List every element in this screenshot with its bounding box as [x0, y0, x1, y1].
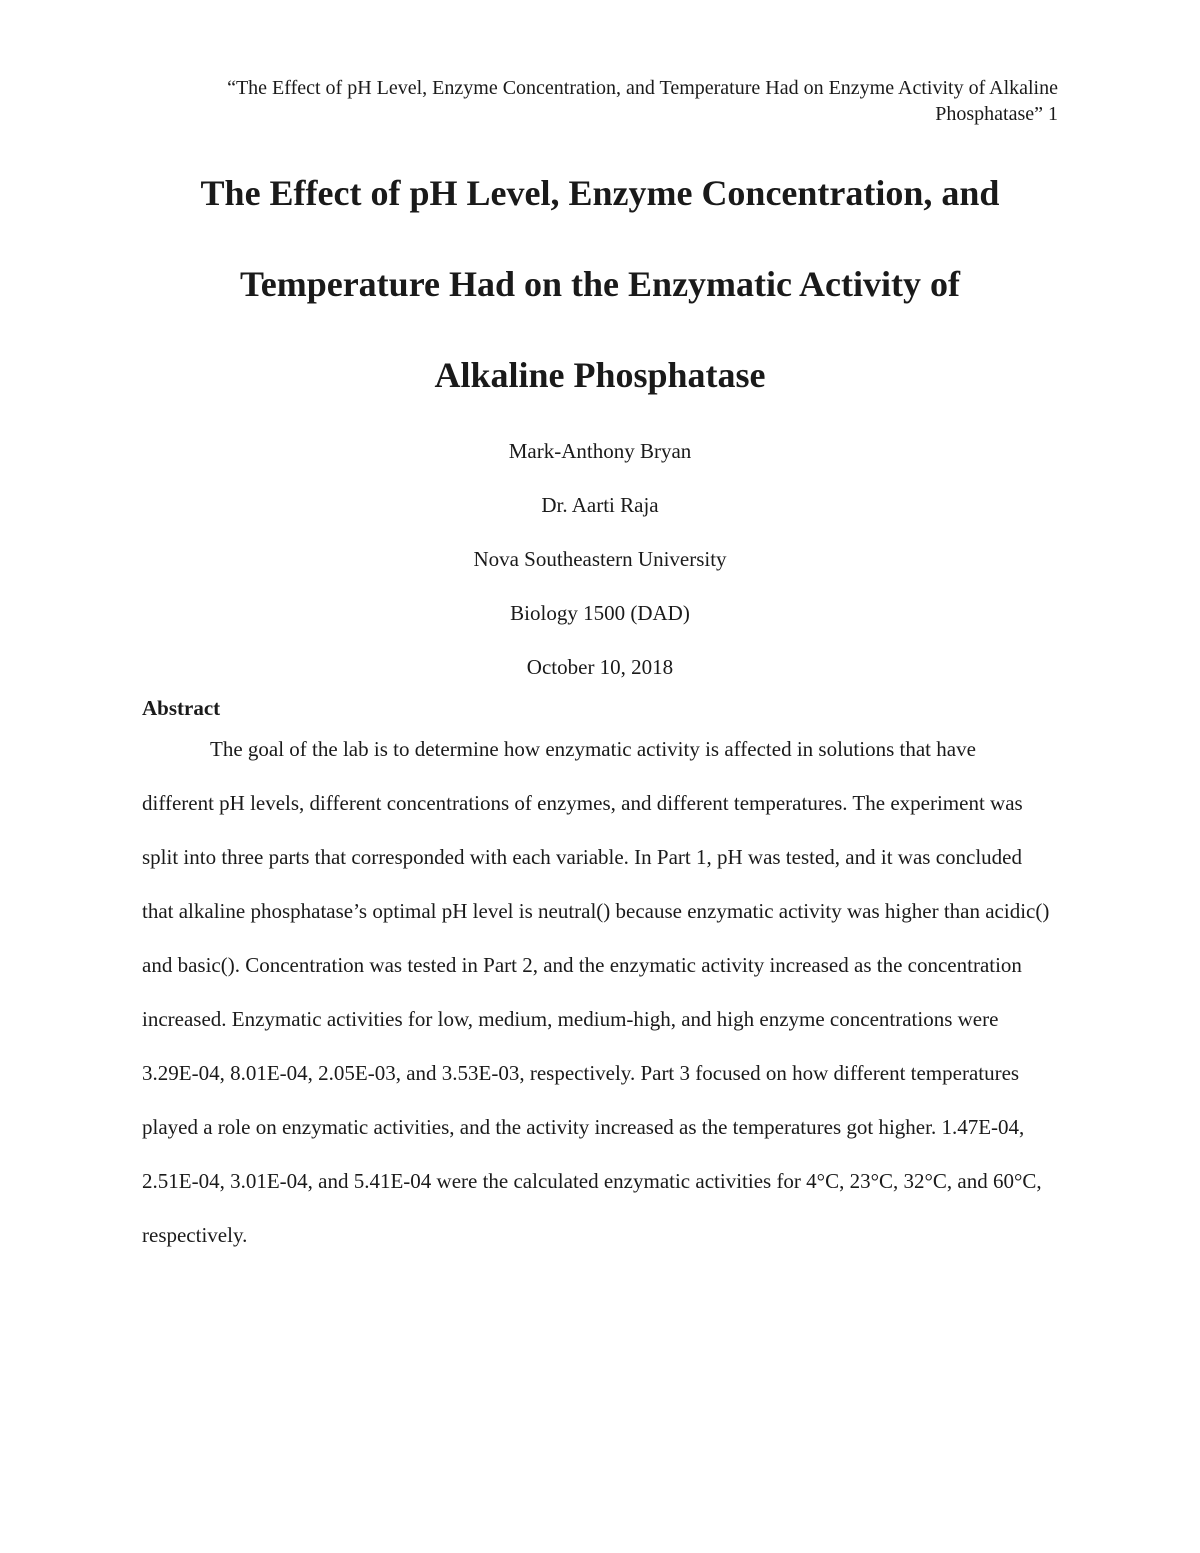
title-page-info — [100, 424, 1100, 694]
abstract-heading: Abstract — [142, 696, 221, 720]
instructor-name: Dr. Aarti Raja — [541, 493, 659, 517]
running-head: “The Effect of pH Level, Enzyme Concentration, and Temperature Had on Enzyme Activity of Alkaline Phosphatase” 1 — [227, 77, 1058, 125]
institution-name: Nova Southeastern University — [473, 547, 727, 571]
title-line-1: The Effect of pH Level, Enzyme Concentration, and — [200, 173, 1000, 213]
abstract-paragraph: The goal of the lab is to determine how enzymatic activity is affected in solutions that have different pH levels, different concentrations of enzymes, and different temperatures. The experiment was split into three parts that corresponded with each variable. In Part 1, pH was tested, and it was concluded that alkaline phosphatase’s optimal pH level is neutral() because enzymatic activity was higher than acidic() and basic(). Concentration was tested in Part 2, and the enzymatic activity increased as the concentration increased. Enzymatic activities for low, medium, medium-high, and high enzyme concentrations were 3.29E-04, 8.01E-04, 2.05E-03, and 3.53E-03, respectively. Part 3 focused on how different temperatures played a role on enzymatic activities, and the activity increased as the temperatures got higher. 1.47E-04, 2.51E-04, 3.01E-04, and 5.41E-04 were the calculated enzymatic activities for 4°C, 23°C, 32°C, and 60°C, respectively. — [142, 737, 1050, 1247]
title-line-2: Temperature Had on the Enzymatic Activity of — [240, 264, 960, 304]
submission-date: October 10, 2018 — [526, 655, 674, 679]
author-name: Mark-Anthony Bryan — [508, 439, 692, 463]
paper-title — [100, 148, 1100, 421]
title-line-3: Alkaline Phosphatase — [434, 355, 766, 395]
course-name: Biology 1500 (DAD) — [510, 601, 690, 625]
